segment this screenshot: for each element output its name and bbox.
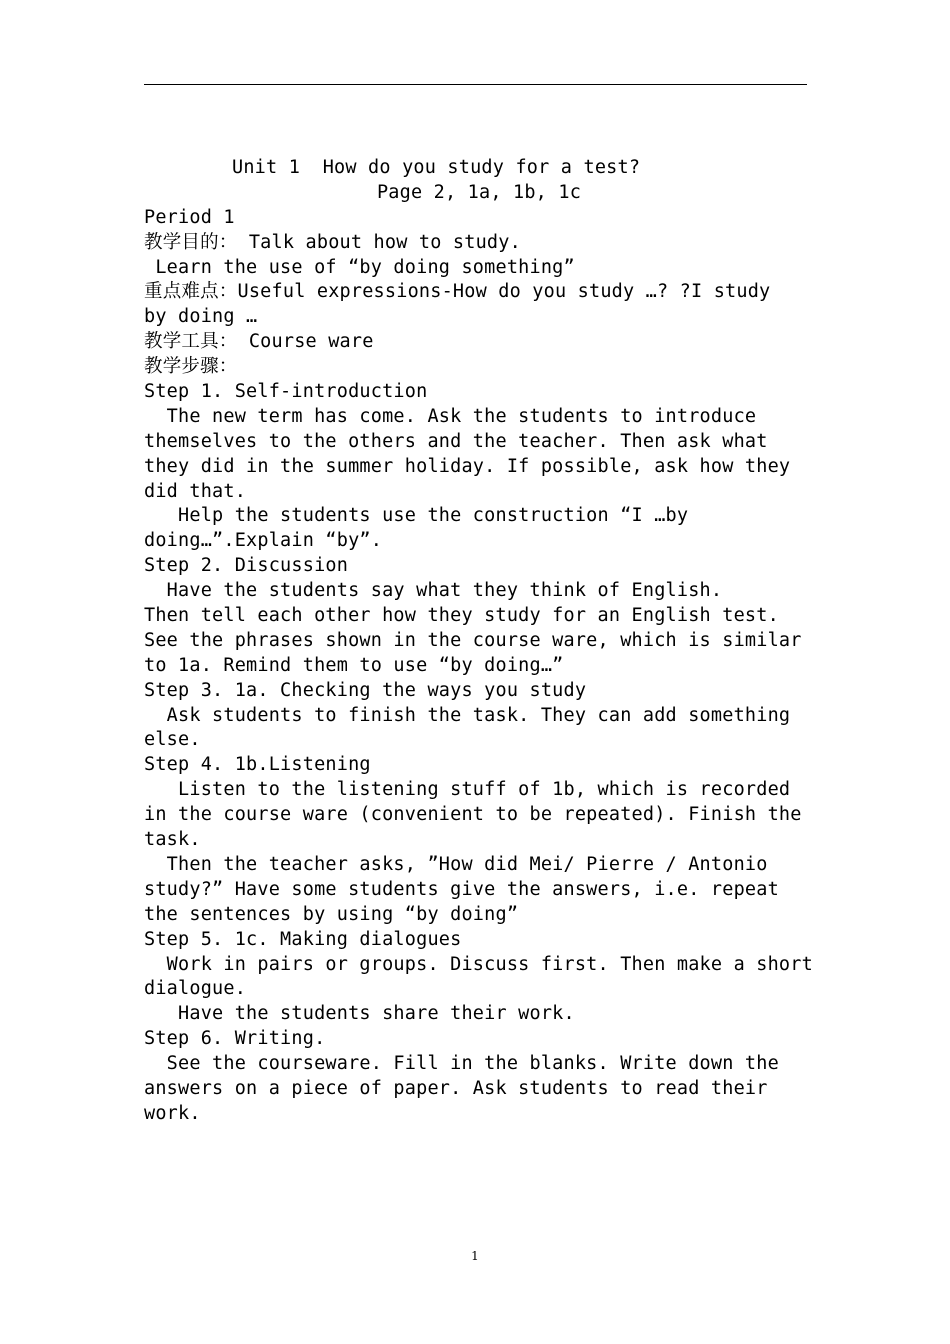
step-heading: Step 2. Discussion <box>144 555 349 577</box>
document-subtitle: Page 2, 1a, 1b, 1c <box>376 181 582 203</box>
text-line: did that. <box>144 480 247 502</box>
step-heading: Step 5. 1c. Making dialogues <box>144 928 462 950</box>
text-line: Ask students to finish the task. They can add something <box>144 704 791 726</box>
text-line: dialogue. <box>144 978 247 1000</box>
text-line: themselves to the others and the teacher. Then ask what <box>144 430 768 452</box>
page-number: 1 <box>471 1249 479 1263</box>
header-rule <box>144 84 807 85</box>
text-line: Then the teacher asks, ”How did Mei/ Pierre / Antonio <box>144 853 768 875</box>
step-heading: Step 3. 1a. Checking the ways you study <box>144 679 587 701</box>
text-line: Work in pairs or groups. Discuss first. Then make a short <box>144 953 813 975</box>
text-line: they did in the summer holiday. If possible, ask how they <box>144 455 791 477</box>
text-line: Period 1 <box>144 206 235 228</box>
text-line: Listen to the listening stuff of 1b, which is recorded <box>144 779 791 801</box>
text-line: 重点难点：Useful expressions-How do you study …? ?I study <box>144 281 771 303</box>
text-line: work. <box>144 1102 201 1124</box>
text-line: 教学工具： Course ware <box>144 331 374 353</box>
text-line: in the course ware (convenient to be repeated). Finish the <box>144 804 802 826</box>
text-line: to 1a. Remind them to use “by doing…” <box>144 654 564 676</box>
text-line: study?” Have some students give the answers, i.e. repeat <box>144 878 779 900</box>
text-line: task. <box>144 829 201 851</box>
text-line: doing…”.Explain “by”. <box>144 530 383 552</box>
text-line: 教学目的： Talk about how to study. <box>144 231 521 253</box>
text-line: 教学步骤： <box>144 356 238 378</box>
step-heading: Step 4. 1b.Listening <box>144 754 371 776</box>
text-line: Have the students say what they think of English. <box>144 580 723 602</box>
text-line: Have the students share their work. <box>144 1003 575 1025</box>
text-line: by doing … <box>144 306 258 328</box>
text-line: Learn the use of “by doing something” <box>144 256 575 278</box>
text-line: See the courseware. Fill in the blanks. Write down the <box>144 1053 779 1075</box>
text-line: Help the students use the construction “I …by <box>144 505 689 527</box>
text-line: See the phrases shown in the course ware, which is similar <box>144 629 802 651</box>
text-line: The new term has come. Ask the students to introduce <box>144 405 757 427</box>
step-heading: Step 1. Self-introduction <box>144 381 428 403</box>
document-title: Unit 1 How do you study for a test? <box>232 157 641 178</box>
text-line: Then tell each other how they study for an English test. <box>144 605 779 627</box>
text-line: answers on a piece of paper. Ask students to read their <box>144 1077 768 1099</box>
document-body <box>144 156 814 1127</box>
step-heading: Step 6. Writing. <box>144 1028 326 1050</box>
text-line: else. <box>144 729 201 751</box>
text-line: the sentences by using “by doing” <box>144 903 519 925</box>
